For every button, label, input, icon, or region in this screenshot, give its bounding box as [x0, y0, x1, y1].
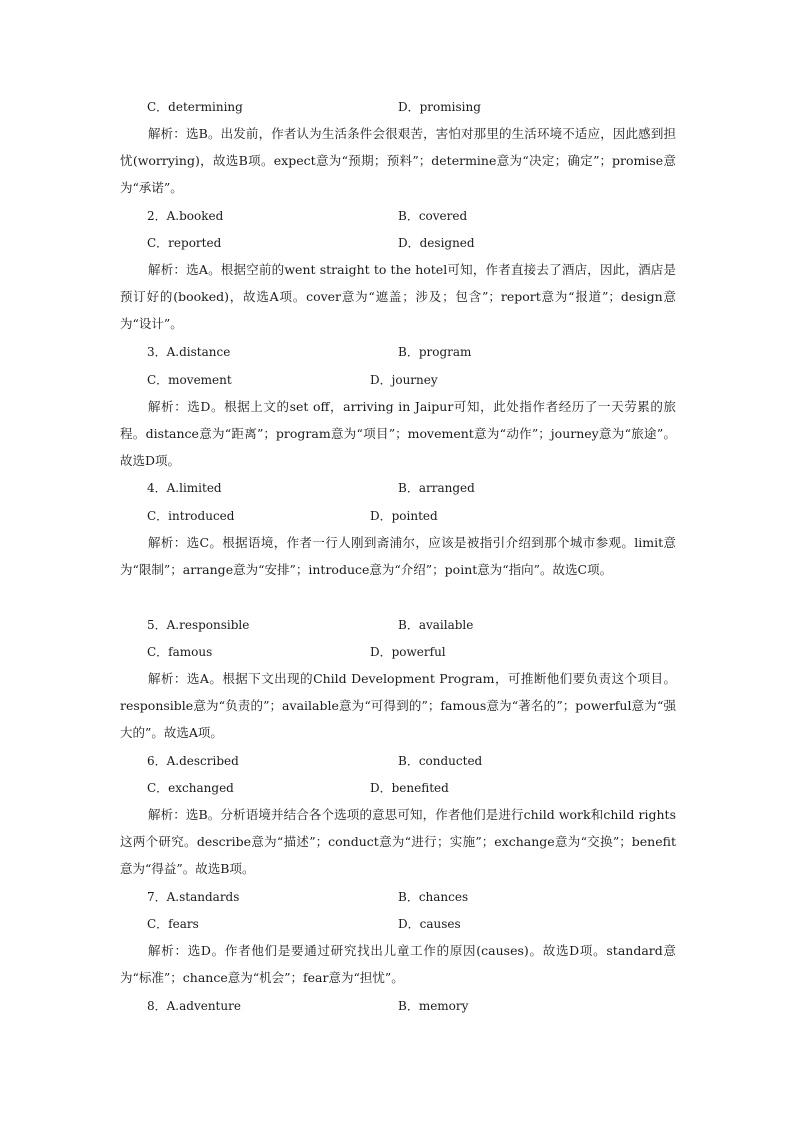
option-c: C．exchanged: [147, 781, 234, 795]
option-a: 3．A.distance: [147, 345, 231, 359]
option-d: D．benefited: [370, 781, 449, 795]
option-b: B．covered: [398, 209, 468, 223]
option-b: B．chances: [398, 890, 469, 904]
option-b: B．arranged: [398, 481, 475, 495]
option-a: 7．A.standards: [147, 890, 240, 904]
explanation: [120, 801, 676, 882]
explanation-text: 解析：选A。根据下文出现的Child Development Program，可推断他们要负责这个项目。responsible意为“负责的”；available意为“可得到的”；famous意为“著名的”；powerful意为“强大的”。故选A项。: [120, 671, 676, 740]
explanation-text: 解析：选C。根据语境，作者一行人刚到斋浦尔，应该是被指引介绍到那个城市参观。limit意为“限制”；arrange意为“安排”；introduce意为“介绍”；point意为“指向”。故选C项。: [120, 535, 676, 577]
option-d: D．promising: [398, 100, 481, 114]
explanation: [120, 665, 676, 746]
option-c: C．famous: [147, 645, 213, 659]
explanation: [120, 120, 676, 201]
option-a: 5．A.responsible: [147, 618, 250, 632]
option-d: D．designed: [398, 236, 475, 250]
explanation: [120, 256, 676, 337]
option-a: 8．A.adventure: [147, 999, 241, 1013]
option-d: D．pointed: [370, 509, 438, 523]
option-d: D．journey: [370, 373, 438, 387]
option-c: C．reported: [147, 236, 222, 250]
option-c: C．determining: [147, 100, 243, 114]
option-c: C．introduced: [147, 509, 235, 523]
option-b: B．program: [398, 345, 472, 359]
option-b: B．available: [398, 618, 474, 632]
option-d: D．causes: [398, 917, 461, 931]
option-a: 6．A.described: [147, 754, 239, 768]
explanation-text: 解析：选D。根据上文的set off，arriving in Jaipur可知，此处指作者经历了一天劳累的旅程。distance意为“距离”；program意为“项目”；movement意为“动作”；journey意为“旅途”。故选D项。: [120, 399, 676, 468]
explanation-text: 解析：选B。出发前，作者认为生活条件会很艰苦，害怕对那里的生活环境不适应，因此感到担忧(worrying)，故选B项。expect意为“预期；预料”；determine意为“决定；确定”；promise意为“承诺”。: [120, 126, 676, 195]
option-a: 4．A.limited: [147, 481, 222, 495]
explanation: [120, 937, 676, 991]
option-d: D．powerful: [370, 645, 446, 659]
option-a: 2．A.booked: [147, 209, 224, 223]
explanation-text: 解析：选A。根据空前的went straight to the hotel可知，作者直接去了酒店，因此，酒店是预订好的(booked)，故选A项。cover意为“遮盖；涉及；包含”；report意为“报道”；design意为“设计”。: [120, 262, 676, 331]
explanation: [120, 393, 676, 474]
explanation: [120, 529, 676, 583]
option-c: C．fears: [147, 917, 199, 931]
explanation-text: 解析：选D。作者他们是要通过研究找出儿童工作的原因(causes)。故选D项。standard意为“标准”；chance意为“机会”；fear意为“担忧”。: [120, 943, 676, 985]
explanation-text: 解析：选B。分析语境并结合各个选项的意思可知，作者他们是进行child work和child rights这两个研究。describe意为“描述”；conduct意为“进行；实施”；exchange意为“交换”；benefit意为“得益”。故选B项。: [120, 807, 676, 876]
option-c: C．movement: [147, 373, 232, 387]
option-b: B．conducted: [398, 754, 483, 768]
option-b: B．memory: [398, 999, 469, 1013]
